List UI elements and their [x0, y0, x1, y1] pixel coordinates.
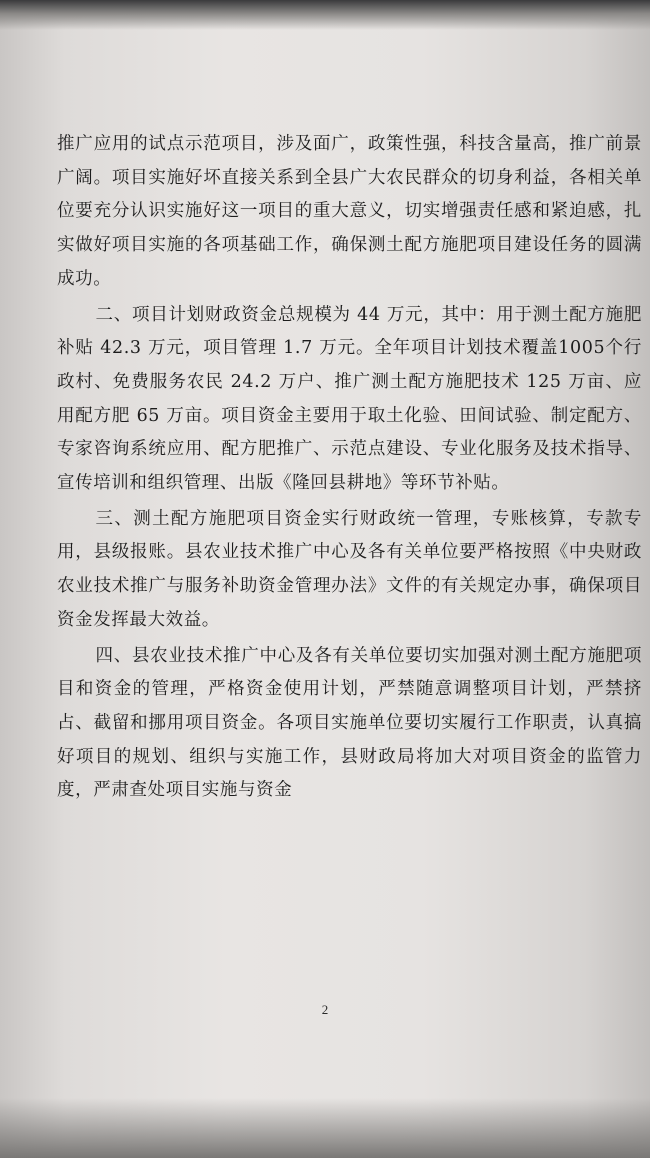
paragraph-1: 推广应用的试点示范项目，涉及面广，政策性强，科技含量高，推广前景广阔。项目实施好坏直接关系到全县广大农民群众的切身利益，各相关单位要充分认识实施好这一项目的重大意义，切实增强责任感和紧迫感，扎实做好项目实施的各项基础工作，确保测土配方施肥项目建设任务的圆满成功。 [57, 134, 642, 289]
bottom-shadow [0, 1098, 650, 1158]
paragraph-3: 三、测土配方施肥项目资金实行财政统一管理，专账核算，专款专用，县级报账。县农业技术推广中心及各有关单位要严格按照《中央财政农业技术推广与服务补助资金管理办法》文件的有关规定办事，确保项目资金发挥最大效益。 [57, 508, 642, 630]
top-shadow [0, 0, 650, 30]
body-text [57, 128, 642, 808]
page-number: 2 [321, 1002, 329, 1017]
paragraph-2: 二、项目计划财政资金总规模为 44 万元，其中：用于测土配方施肥补贴 42.3 万元，项目管理 1.7 万元。全年项目计划技术覆盖1005个行政村、免费服务农民 24.2 万户、推广测土配方施肥技术 125 万亩、应用配方肥 65 万亩。项目资金主要用于取土化验、田间试验、制定配方、专家咨询系统应用、配方肥推广、示范点建设、专业化服务及技术指导、宣传培训和组织管理、出版《隆回县耕地》等环节补贴。 [57, 304, 642, 494]
paragraph-4: 四、县农业技术推广中心及各有关单位要切实加强对测土配方施肥项目和资金的管理，严格资金使用计划，严禁随意调整项目计划，严禁挤占、截留和挪用项目资金。各项目实施单位要切实履行工作职责，认真搞好项目的规划、组织与实施工作，县财政局将加大对项目资金的监管力度，严肃查处项目实施与资金 [57, 645, 642, 801]
